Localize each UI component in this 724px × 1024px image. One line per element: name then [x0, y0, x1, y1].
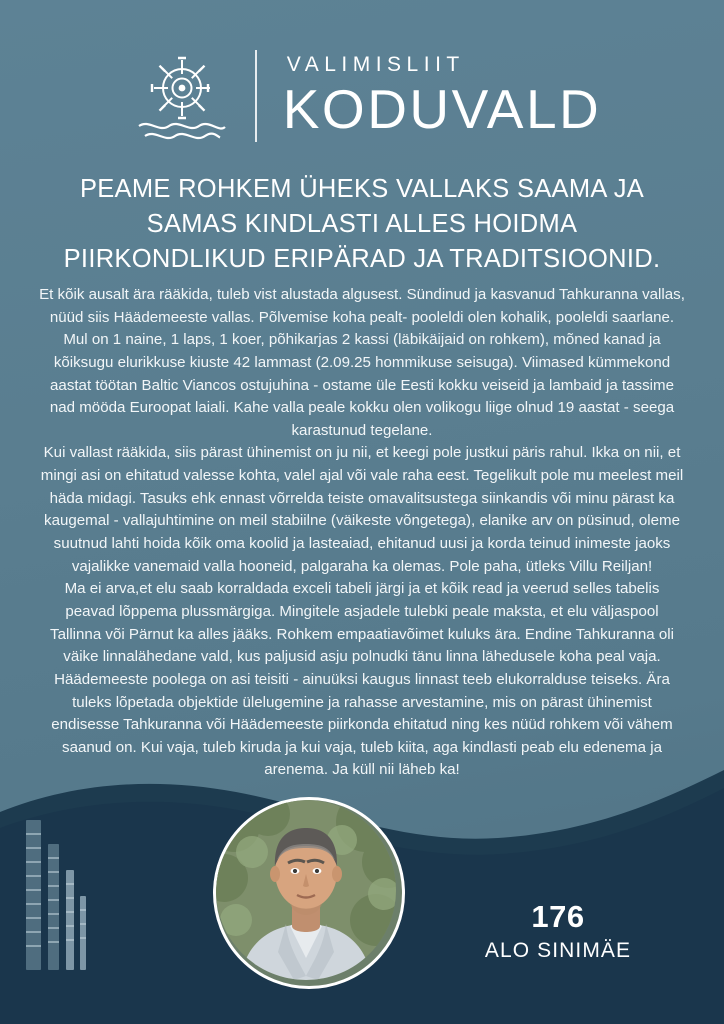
body-paragraph: Et kõik ausalt ära rääkida, tuleb vist alustada algusest. Sündinud ja kasvanud Tahkuranna vallas, nüüd siis Häädemeeste vallas. Põlvemise koha pealt- pooleldi olen kohalik, pooleldi saarlane. Mul on 1 naine, 1 laps, 1 koer, põhikarjas 2 kassi (läbikäijaid on rohkem), mõned kanad ja kõiksugu elurikkuse kiuste 42 lammast (2.09.25 hommikuse seisuga). Viimased kümmekond aastat töötan Baltic Viancos ostujuhina - ostame üle Eesti kokku veiseid ja lambaid ja tassime nad mööda Euroopat laiali. Kahe valla peale kokku olen volikogu liige olnud 19 aastat - seega karastunud tegelane. — [39, 286, 685, 439]
body-paragraph: Ma ei arva,et elu saab korraldada exceli tabeli järgi ja et kõik read ja veerud selles tabelis peavad lõppema plussmärgiga. Mingitele asjadele tulebki peale maksta, et elu väljaspool Tallinna või Pärnut ka alles jääks. Rohkem empaatiavõimet kuluks ära. Endine Tahkuranna oli väike linnalähedane vald, kus paljusid asju polnudki tänu linna lähedusele koha peal vaja. Häädemeeste poolega on asi teisiti - ainuüksi kaugus linnast teeb elukorralduse teiseks. Ära tuleks lõpetada objektide ülelugemine ja rahasse arvestamine, mis on pärast ühinemist endisesse Tahkuranna või Häädemeeste piirkonda ehitatud ning kes nüüd rohkem või vähem saanud on. Kui vaja, tuleb kiruda ja kui vaja, tuleb kiita, aga kindlasti peab elu edenema ja arenema. Ja küll nii läheb ka! — [50, 580, 674, 779]
body-paragraph: Kui vallast rääkida, siis pärast ühinemist on ju nii, et keegi pole justkui päris rahul. Ikka on nii, et mingi asi on ehitatud valesse kohta, valel ajal või vale raha eest. Tegelikult pole mu meelest meil häda midagi. Tasuks ehk ennast võrrelda teiste omavalitsustega siinkandis või minu pärast ka kaugemal - vallajuhtimine on meil stabiilne (väikeste võngetega), elanike arv on püsinud, oleme suutnud lahti hoida kõik oma koolid ja lasteaiad, ehitanud uusi ja korda teinud inimeste jaoks vajalikke vanemaid valla hooneid, palgaraha ka olemas. Pole paha, ütleks Villu Reiljan! — [40, 444, 684, 575]
ship-wheel-waves-icon — [123, 44, 241, 148]
logo-kicker: VALIMISLIIT — [286, 52, 465, 76]
candidate-number: 176 — [531, 898, 585, 934]
logo-name: KODUVALD — [282, 77, 602, 140]
candidate-info — [448, 900, 668, 962]
vertical-stripes-decor-icon — [20, 804, 140, 994]
page-title: PEAME ROHKEM ÜHEKS VALLAKS SAAMA JA SAMAS KINDLASTI ALLES HOIDMA PIIRKONDLIKUD ERIPÄRAD JA TRADITSIOONID. — [63, 175, 661, 274]
logo-divider — [255, 50, 257, 142]
logo-text — [283, 54, 602, 139]
body-text — [38, 284, 686, 782]
candidate-portrait-photo — [213, 797, 405, 989]
candidate-name: ALO SINIMÄE — [484, 938, 632, 962]
logo-block — [0, 36, 724, 156]
